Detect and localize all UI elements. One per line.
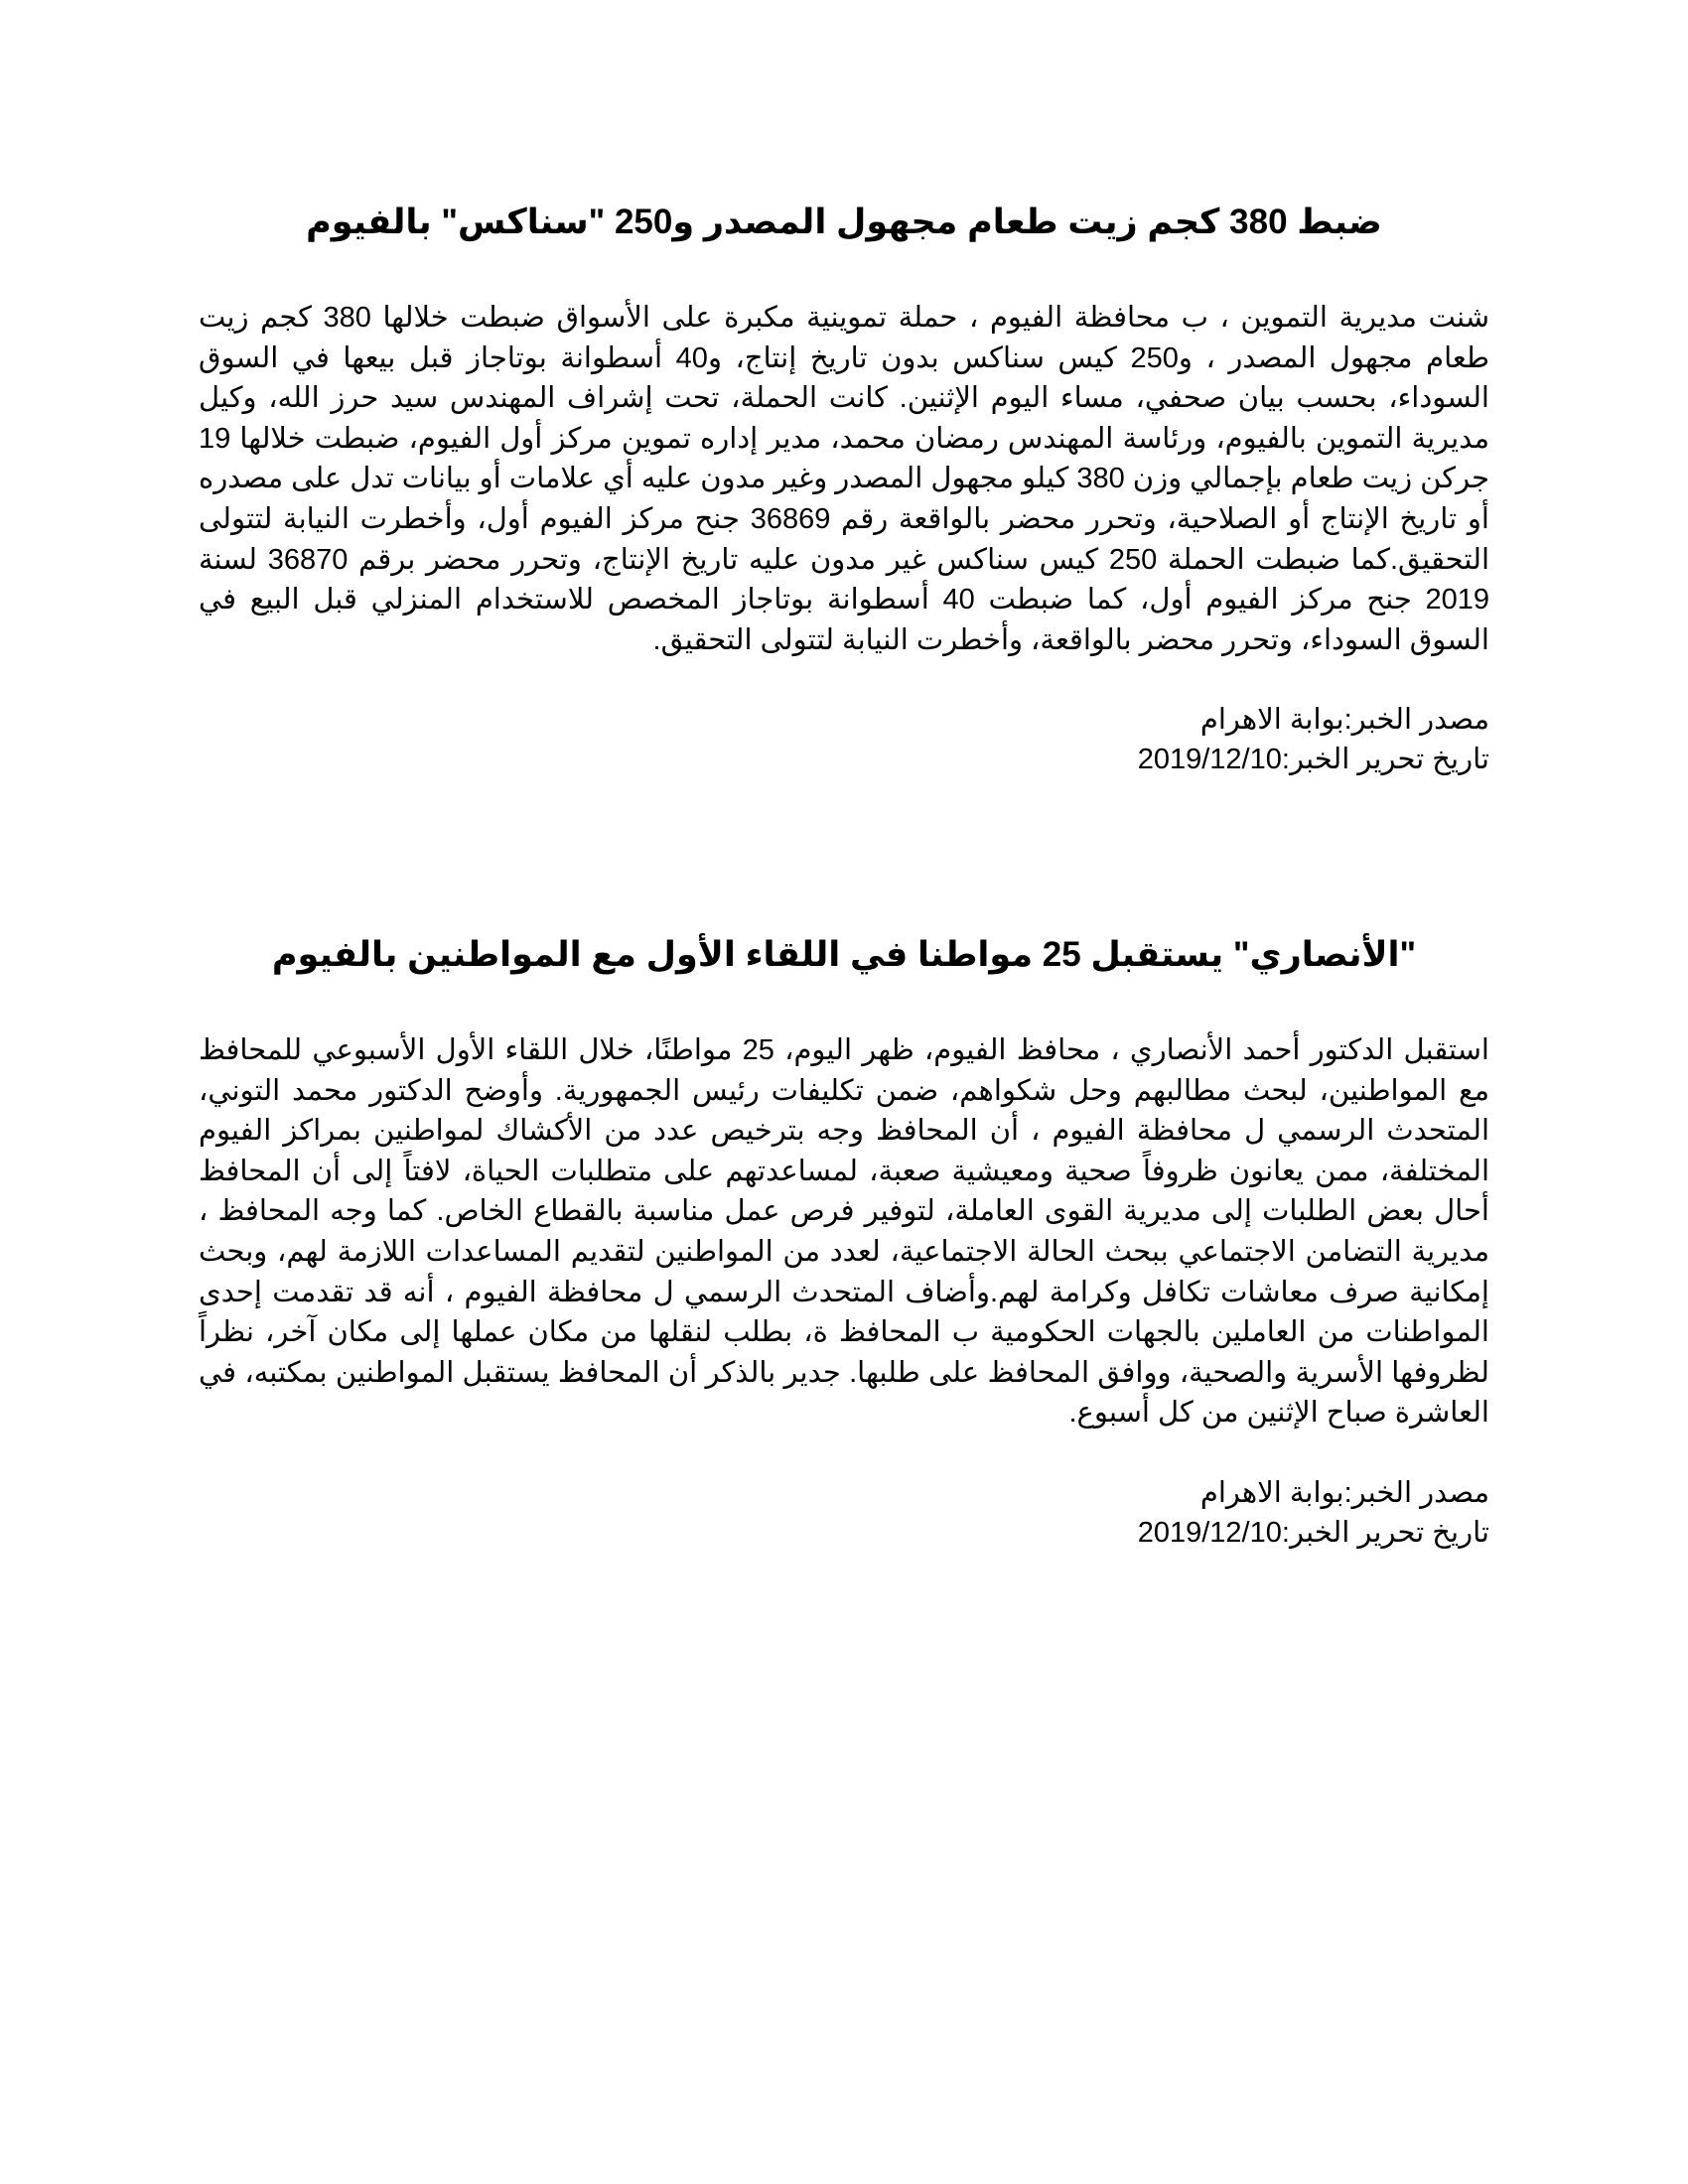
date-value: 2019/12/10 bbox=[1137, 1516, 1282, 1549]
article-title: "الأنصاري" يستقبل 25 مواطنا في اللقاء الأول مع المواطنين بالفيوم bbox=[271, 935, 1417, 974]
article-meta bbox=[199, 1473, 1489, 1553]
article-body: استقبل الدكتور أحمد الأنصاري ، محافظ الفيوم، ظهر اليوم، 25 مواطنًا، خلال اللقاء الأول الأسبوعي للمحافظ مع المواطنين، لبحث مطالبهم وحل شكواهم، ضمن تكليفات رئيس الجمهورية. وأوضح الدكتور محمد التوني، المتحدث الرسمي ل محافظة الفيوم ، أن المحافظ وجه بترخيص عدد من الأكشاك لمواطنين بمراكز الفيوم المختلفة، ممن يعانون ظروفاً صحية ومعيشية صعبة، لمساعدتهم على متطلبات الحياة، لافتاً إلى أن المحافظ أحال بعض الطلبات إلى مديرية القوى العاملة، لتوفير فرص عمل مناسبة بالقطاع الخاص. كما وجه المحافظ ، مديرية التضامن الاجتماعي ببحث الحالة الاجتماعية، لعدد من المواطنين لتقديم المساعدات اللازمة لهم، وبحث إمكانية صرف معاشات تكافل وكرامة لهم.وأضاف المتحدث الرسمي ل محافظة الفيوم ، أنه قد تقدمت إحدى المواطنات من العاملين بالجهات الحكومية ب المحافظ ة، بطلب لنقلها من مكان عملها إلى مكان آخر، نظراً لظروفها الأسرية والصحية، ووافق المحافظ على طلبها. جدير بالذكر أن المحافظ يستقبل المواطنين بمكتبه، في العاشرة صباح الإثنين من كل أسبوع. bbox=[199, 1034, 1489, 1430]
news-article bbox=[199, 931, 1489, 1553]
source-value: بوابة الاهرام bbox=[1199, 1476, 1344, 1509]
date-label: تاريخ تحرير الخبر: bbox=[1281, 1516, 1489, 1549]
date-line bbox=[199, 1513, 1489, 1553]
date-label: تاريخ تحرير الخبر: bbox=[1281, 744, 1489, 776]
date-line bbox=[199, 740, 1489, 779]
source-label: مصدر الخبر: bbox=[1343, 1476, 1489, 1509]
article-meta bbox=[199, 700, 1489, 779]
date-value: 2019/12/10 bbox=[1137, 744, 1282, 776]
source-line bbox=[199, 1473, 1489, 1513]
article-body: شنت مديرية التموين ، ب محافظة الفيوم ، حملة تموينية مكبرة على الأسواق ضبطت خلالها 380 كجم زيت طعام مجهول المصدر ، و250 كيس سناكس بدون تاريخ إنتاج، و40 أسطوانة بوتاجاز قبل بيعها في السوق السوداء، بحسب بيان صحفي، مساء اليوم الإثنين. كانت الحملة، تحت إشراف المهندس سيد حرز الله، وكيل مديرية التموين بالفيوم، ورئاسة المهندس رمضان محمد، مدير إداره تموين مركز أول الفيوم، ضبطت خلالها 19 جركن زيت طعام بإجمالي وزن 380 كيلو مجهول المصدر وغير مدون عليه أي علامات أو بيانات تدل على مصدره أو تاريخ الإنتاج أو الصلاحية، وتحرر محضر بالواقعة رقم 36869 جنح مركز الفيوم أول، وأخطرت النيابة لتتولى التحقيق.كما ضبطت الحملة 250 كيس سناكس غير مدون عليه تاريخ الإنتاج، وتحرر محضر برقم 36870 لسنة 2019 جنح مركز الفيوم أول، كما ضبطت 40 أسطوانة بوتاجاز المخصص للاستخدام المنزلي قبل البيع في السوق السوداء، وتحرر محضر بالواقعة، وأخطرت النيابة لتتولى التحقيق. bbox=[199, 302, 1490, 656]
source-label: مصدر الخبر: bbox=[1343, 704, 1489, 737]
article-title: ضبط 380 كجم زيت طعام مجهول المصدر و250 "سناكس" بالفيوم bbox=[306, 203, 1382, 241]
news-article bbox=[199, 199, 1489, 779]
source-value: بوابة الاهرام bbox=[1199, 704, 1344, 737]
source-line bbox=[199, 700, 1489, 740]
